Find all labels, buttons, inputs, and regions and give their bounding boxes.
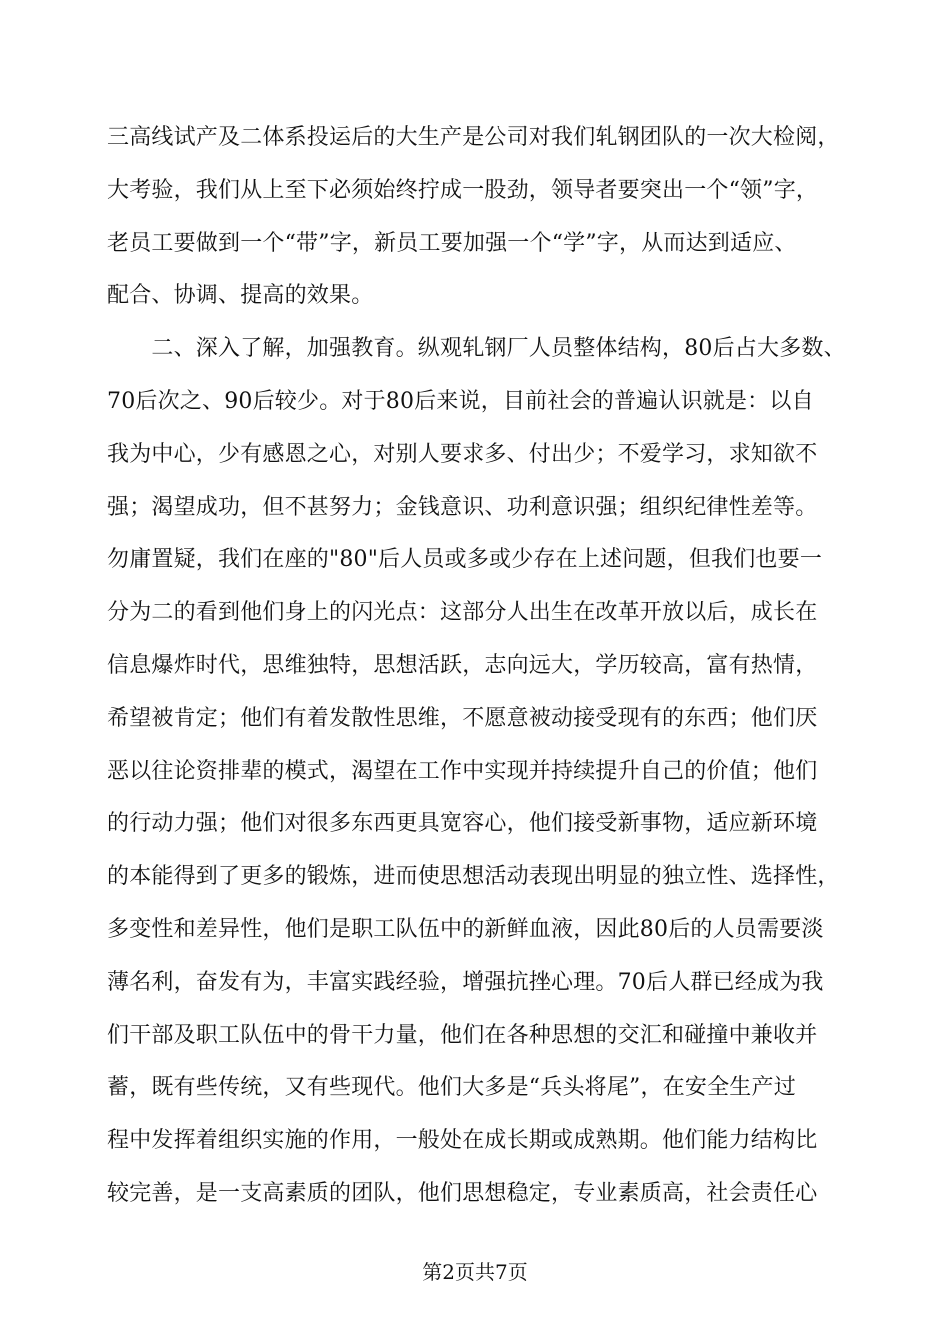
text-line: 恶以往论资排辈的模式，渴望在工作中实现并持续提升自己的价值；他们 [107,758,818,784]
text-line: 希望被肯定；他们有着发散性思维，不愿意被动接受现有的东西；他们厌 [107,705,818,731]
text-line: 我为中心，少有感恩之心，对别人要求多、付出少；不爱学习，求知欲不 [107,441,818,467]
text-line: 二、深入了解，加强教育。纵观轧钢厂人员整体结构，80后占大多数、 [107,336,846,362]
text-line: 配合、协调、提高的效果。 [107,283,374,309]
text-line: 强；渴望成功，但不甚努力；金钱意识、功利意识强；组织纪律性差等。 [107,494,818,520]
text-line: 70后次之、90后较少。对于80后来说，目前社会的普遍认识就是：以自 [107,388,814,414]
text-line: 的行动力强；他们对很多东西更具宽容心，他们接受新事物，适应新环境 [107,811,818,837]
text-line: 蓄，既有些传统，又有些现代。他们大多是“兵头将尾”，在安全生产过 [107,1075,796,1101]
text-line: 的本能得到了更多的锻炼，进而使思想活动表现出明显的独立性、选择性， [107,864,840,890]
text-line: 较完善，是一支高素质的团队，他们思想稳定，专业素质高，社会责任心 [107,1180,818,1206]
text-line: 薄名利，奋发有为，丰富实践经验，增强抗挫心理。70后人群已经成为我 [107,969,824,995]
text-line: 分为二的看到他们身上的闪光点：这部分人出生在改革开放以后，成长在 [107,600,818,626]
text-line: 三高线试产及二体系投运后的大生产是公司对我们轧钢团队的一次大检阅， [107,125,840,150]
text-line: 们干部及职工队伍中的骨干力量，他们在各种思想的交汇和碰撞中兼收并 [107,1022,818,1048]
page-footer: 第2页共7页 [422,1260,528,1284]
text-line: 老员工要做到一个“带”字，新员工要加强一个“学”字，从而达到适应、 [107,230,797,256]
text-line: 多变性和差异性，他们是职工队伍中的新鲜血液，因此80后的人员需要淡 [107,916,824,942]
text-line: 程中发挥着组织实施的作用，一般处在成长期或成熟期。他们能力结构比 [107,1128,818,1154]
text-line: 勿庸置疑，我们在座的"80"后人员或多或少存在上述问题，但我们也要一 [107,547,823,573]
text-line: 大考验，我们从上至下必须始终拧成一股劲，领导者要突出一个“领”字， [107,177,819,203]
text-line: 信息爆炸时代，思维独特，思想活跃，志向远大，学历较高，富有热情， [107,652,818,678]
body-text [107,112,847,1221]
